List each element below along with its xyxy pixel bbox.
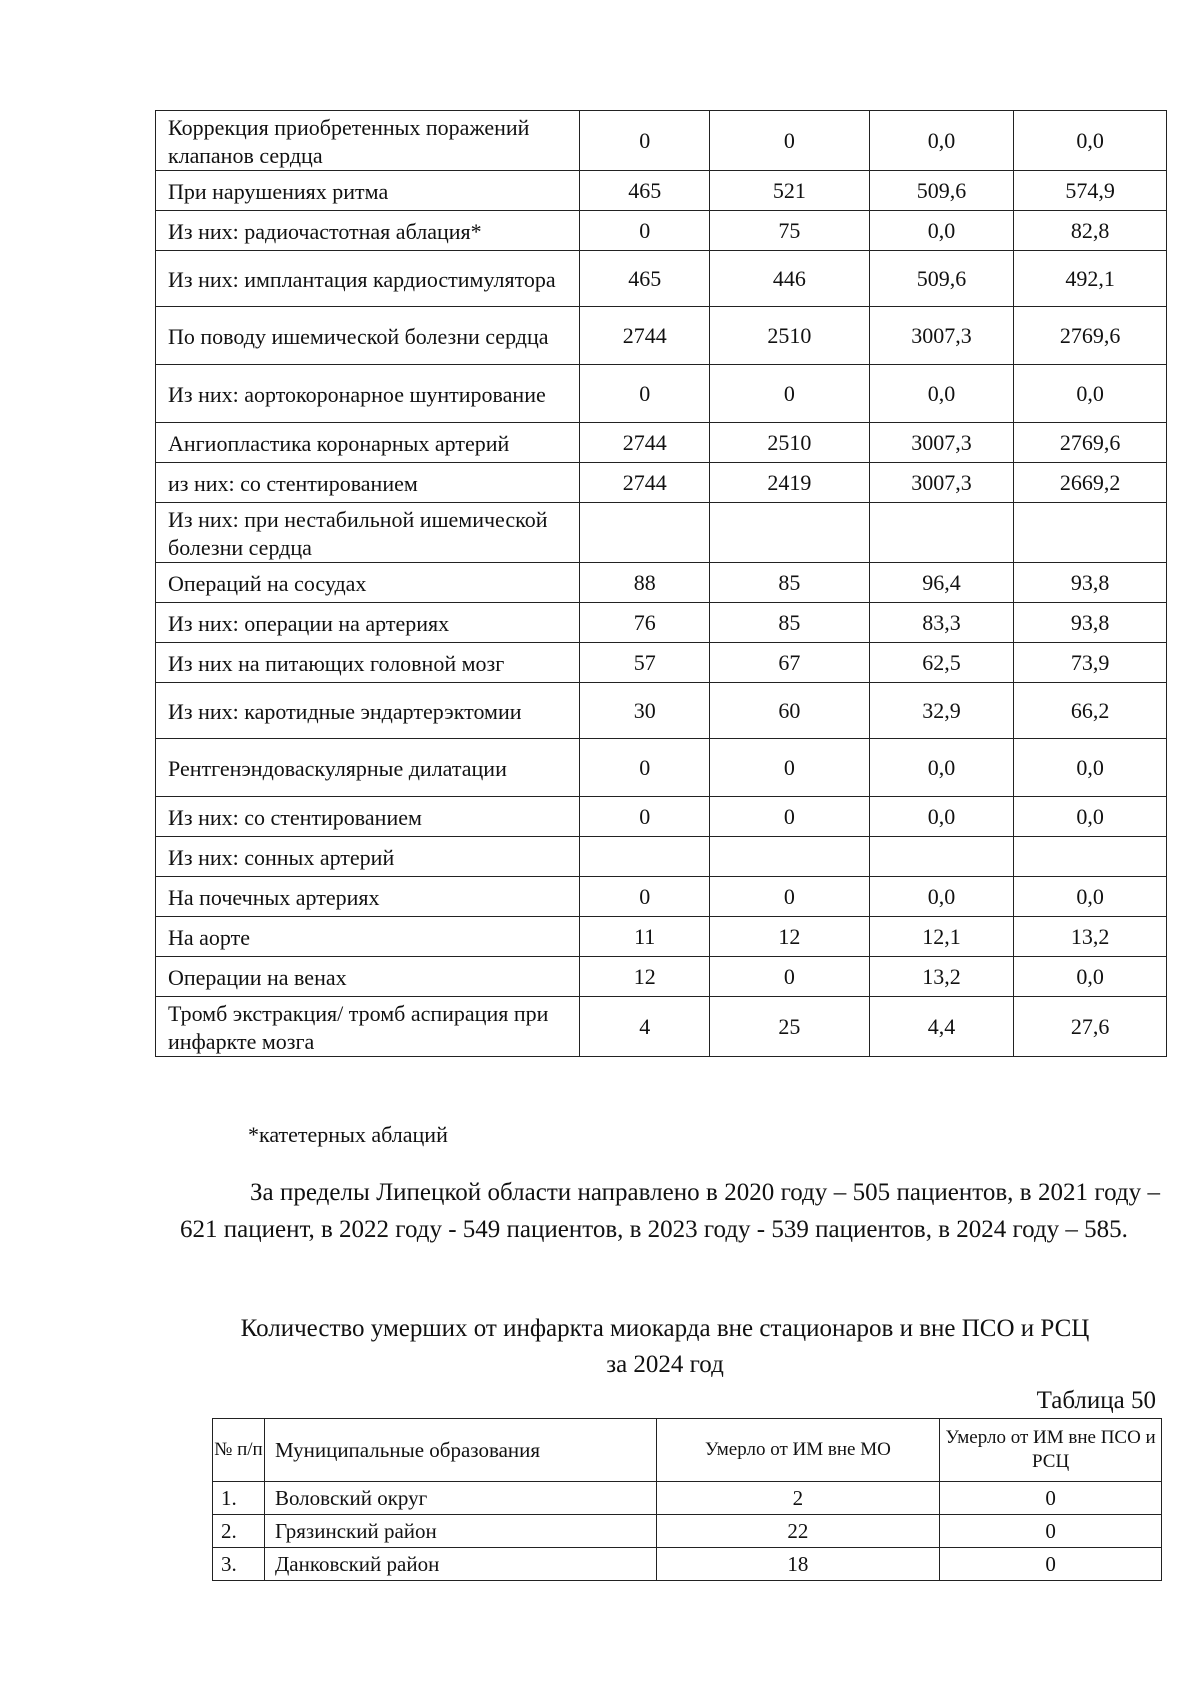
row-value-v1: 76 [580,603,710,643]
row-value-v1: 2744 [580,423,710,463]
row-value-v4: 0,0 [1014,739,1167,797]
section-title-line1: Количество умерших от инфаркта миокарда вне стационаров и вне ПСО и РСЦ [240,1315,1090,1342]
row-value-v2: 2510 [710,423,870,463]
row-value-v3 [869,503,1014,563]
row-value-v4: 2669,2 [1014,463,1167,503]
row-label: Из них: со стентированием [156,797,580,837]
row-label: Из них: радиочастотная аблация* [156,211,580,251]
row-died-outside-mo: 2 [656,1482,940,1515]
row-value-v2: 60 [710,683,870,739]
row-value-v3: 3007,3 [869,423,1014,463]
table-row [156,739,1167,797]
row-died-outside-pso: 0 [940,1548,1162,1581]
row-value-v4: 0,0 [1014,957,1167,997]
row-value-v2: 67 [710,643,870,683]
row-value-v2: 2419 [710,463,870,503]
table-row [156,503,1167,563]
row-label: Коррекция приобретенных поражений клапанов сердца [156,111,580,171]
row-label: При нарушениях ритма [156,171,580,211]
row-value-v2: 12 [710,917,870,957]
row-died-outside-mo: 22 [656,1515,940,1548]
row-label: Из них: аортокоронарное шунтирование [156,365,580,423]
row-value-v2: 2510 [710,307,870,365]
table-row [156,683,1167,739]
row-label: Из них: каротидные эндартерэктомии [156,683,580,739]
row-value-v3: 3007,3 [869,463,1014,503]
row-died-outside-mo: 18 [656,1548,940,1581]
table-row [156,603,1167,643]
row-value-v1: 0 [580,211,710,251]
row-label: Рентгенэндоваскулярные дилатации [156,739,580,797]
row-municipality: Грязинский район [264,1515,656,1548]
row-value-v2: 0 [710,797,870,837]
row-value-v4: 93,8 [1014,563,1167,603]
table-row [156,423,1167,463]
table-row [156,307,1167,365]
row-label: По поводу ишемической болезни сердца [156,307,580,365]
row-label: На аорте [156,917,580,957]
table-row [156,251,1167,307]
row-label: На почечных артериях [156,877,580,917]
row-num: 2. [213,1515,265,1548]
row-value-v1: 57 [580,643,710,683]
row-value-v4: 492,1 [1014,251,1167,307]
row-value-v1: 11 [580,917,710,957]
row-label: Операции на венах [156,957,580,997]
row-value-v2: 0 [710,739,870,797]
row-died-outside-pso: 0 [940,1515,1162,1548]
table-row [156,997,1167,1057]
table-row [156,211,1167,251]
row-value-v3: 0,0 [869,877,1014,917]
row-label: Из них: при нестабильной ишемической болезни сердца [156,503,580,563]
row-value-v2: 0 [710,365,870,423]
row-value-v2: 85 [710,563,870,603]
row-value-v3: 13,2 [869,957,1014,997]
table-row [156,797,1167,837]
row-value-v1: 12 [580,957,710,997]
row-value-v3: 4,4 [869,997,1014,1057]
row-value-v4: 2769,6 [1014,307,1167,365]
table-number-label: Таблица 50 [1036,1387,1156,1414]
table-row [156,957,1167,997]
row-died-outside-pso: 0 [940,1482,1162,1515]
row-value-v3: 509,6 [869,171,1014,211]
row-value-v4: 66,2 [1014,683,1167,739]
mi-deaths-table [212,1418,1162,1581]
row-value-v4: 0,0 [1014,365,1167,423]
footnote: *катетерных аблаций [248,1122,448,1147]
table-row [156,837,1167,877]
row-value-v3: 0,0 [869,211,1014,251]
row-label: Из них: операции на артериях [156,603,580,643]
row-value-v3: 83,3 [869,603,1014,643]
row-value-v1: 2744 [580,307,710,365]
row-value-v1: 4 [580,997,710,1057]
row-value-v1: 465 [580,251,710,307]
row-label: Ангиопластика коронарных артерий [156,423,580,463]
row-label: Из них: сонных артерий [156,837,580,877]
row-value-v3: 0,0 [869,797,1014,837]
table-row [156,643,1167,683]
table-row [156,171,1167,211]
table-header-row [213,1419,1162,1482]
table-row [156,563,1167,603]
row-value-v1 [580,837,710,877]
row-value-v2: 446 [710,251,870,307]
header-num: № п/п [213,1419,265,1482]
header-died-outside-mo: Умерло от ИМ вне МО [656,1419,940,1482]
row-value-v2: 75 [710,211,870,251]
row-value-v4: 0,0 [1014,797,1167,837]
row-value-v2: 85 [710,603,870,643]
row-value-v3: 0,0 [869,739,1014,797]
table-row [213,1482,1162,1515]
row-value-v1: 0 [580,797,710,837]
row-num: 3. [213,1548,265,1581]
table-row [156,463,1167,503]
row-label: Из них: имплантация кардиостимулятора [156,251,580,307]
row-value-v2 [710,837,870,877]
row-value-v4: 0,0 [1014,877,1167,917]
row-value-v4: 13,2 [1014,917,1167,957]
header-municipality: Муниципальные образования [264,1419,656,1482]
row-value-v1: 465 [580,171,710,211]
row-value-v1: 0 [580,739,710,797]
section-title-line2: за 2024 год [606,1351,724,1378]
row-value-v3: 509,6 [869,251,1014,307]
table-row [213,1515,1162,1548]
row-value-v2 [710,503,870,563]
row-municipality: Воловский округ [264,1482,656,1515]
table-row [213,1548,1162,1581]
referral-paragraph: За пределы Липецкой области направлено в 2020 году – 505 пациентов, в 2021 году – 621 пациент, в 2022 году - 549 пациентов, в 2023 году - 539 пациентов, в 2024 году – 585. [180,1179,1160,1243]
row-value-v1 [580,503,710,563]
table-row [156,917,1167,957]
row-value-v4: 27,6 [1014,997,1167,1057]
row-value-v4 [1014,503,1167,563]
row-value-v1: 0 [580,365,710,423]
table-row [156,365,1167,423]
row-value-v1: 88 [580,563,710,603]
row-value-v4: 0,0 [1014,111,1167,171]
row-value-v2: 0 [710,111,870,171]
row-municipality: Данковский район [264,1548,656,1581]
row-value-v3: 0,0 [869,111,1014,171]
row-value-v3: 62,5 [869,643,1014,683]
table-row [156,111,1167,171]
section-title [160,1311,1170,1383]
row-num: 1. [213,1482,265,1515]
row-value-v2: 0 [710,957,870,997]
row-value-v3: 0,0 [869,365,1014,423]
row-value-v2: 25 [710,997,870,1057]
row-value-v4: 73,9 [1014,643,1167,683]
row-value-v3: 32,9 [869,683,1014,739]
table-row [156,877,1167,917]
row-value-v3: 3007,3 [869,307,1014,365]
header-died-outside-pso: Умерло от ИМ вне ПСО и РСЦ [940,1419,1162,1482]
row-value-v3: 12,1 [869,917,1014,957]
row-value-v4: 82,8 [1014,211,1167,251]
row-value-v3 [869,837,1014,877]
row-value-v1: 0 [580,111,710,171]
row-value-v4 [1014,837,1167,877]
row-value-v1: 0 [580,877,710,917]
row-value-v1: 30 [580,683,710,739]
row-label: Операций на сосудах [156,563,580,603]
row-label: Из них на питающих головной мозг [156,643,580,683]
row-value-v1: 2744 [580,463,710,503]
row-value-v4: 574,9 [1014,171,1167,211]
row-label: Тромб экстракция/ тромб аспирация при инфаркте мозга [156,997,580,1057]
row-label: из них: со стентированием [156,463,580,503]
row-value-v2: 0 [710,877,870,917]
row-value-v3: 96,4 [869,563,1014,603]
row-value-v4: 93,8 [1014,603,1167,643]
surgery-statistics-table [155,110,1167,1057]
row-value-v4: 2769,6 [1014,423,1167,463]
row-value-v2: 521 [710,171,870,211]
